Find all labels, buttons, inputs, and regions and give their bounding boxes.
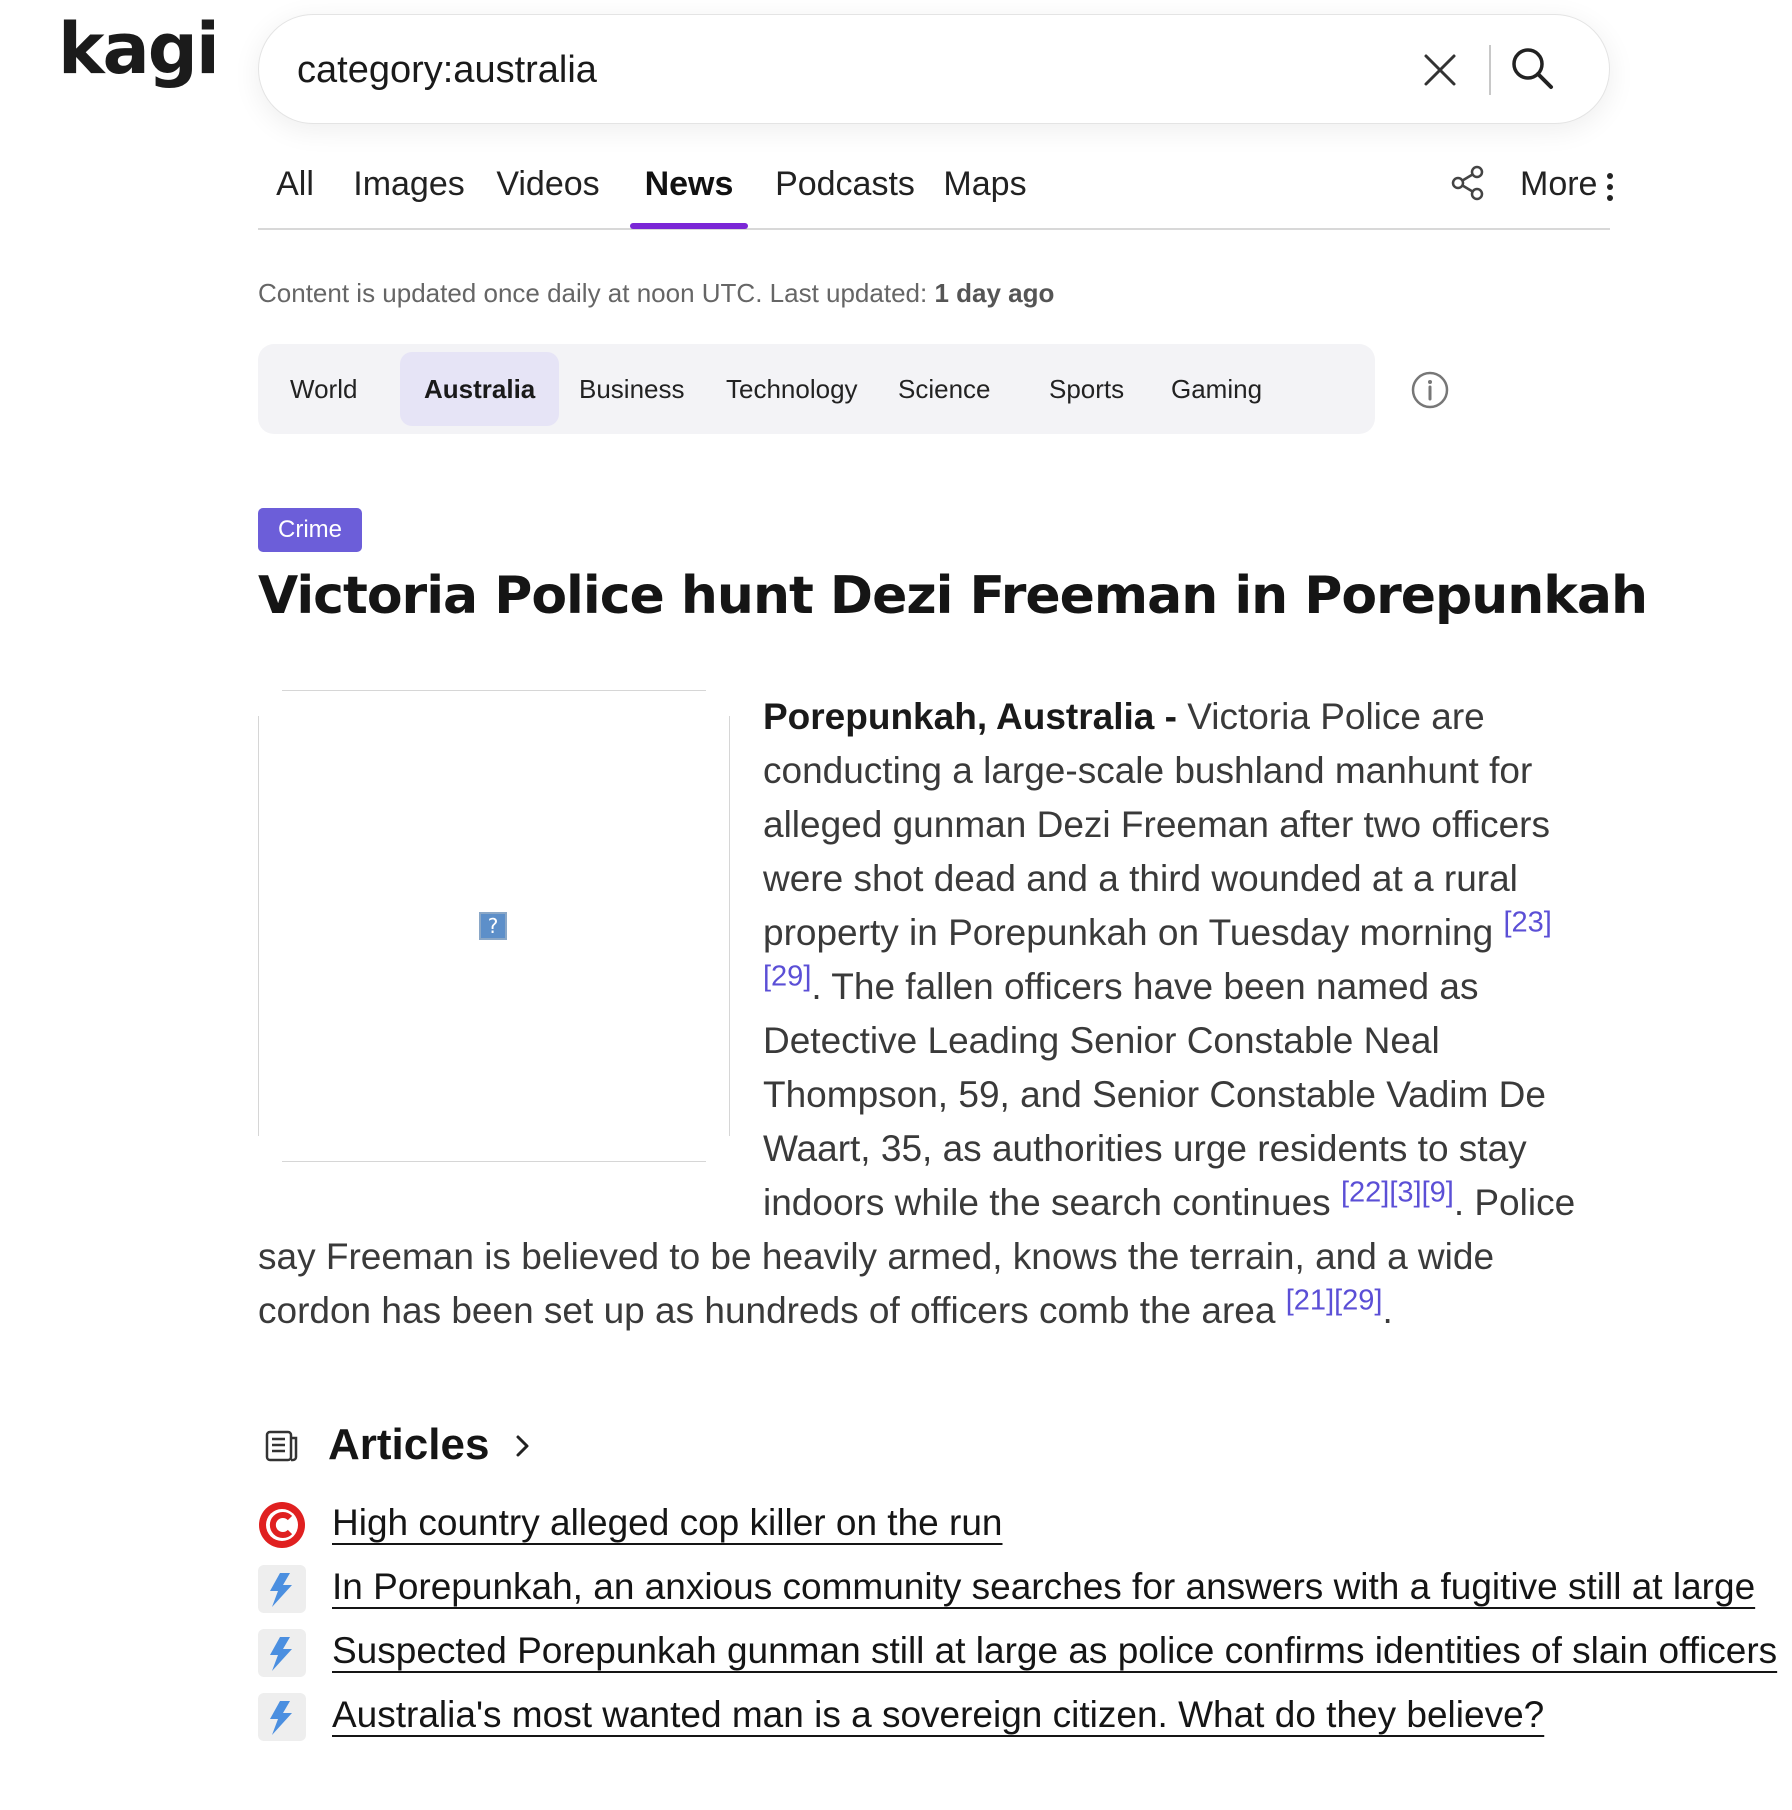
- search-divider: [1489, 45, 1491, 95]
- summary-text-4: .: [1382, 1290, 1393, 1331]
- citation-link[interactable]: [23][29]: [763, 906, 1552, 993]
- tab-videos[interactable]: Videos: [496, 165, 600, 203]
- search-icon[interactable]: [1507, 43, 1557, 93]
- summary-text-1: Victoria Police are conducting a large-scale bushland manhunt for alleged gunman Dezi Freeman after two officers were shot dead and a third wounded at a rural property in Porepunkah on Tuesday morning: [763, 696, 1550, 953]
- article-link[interactable]: Australia's most wanted man is a sovereign citizen. What do they believe?: [332, 1694, 1545, 1735]
- tab-news[interactable]: [630, 165, 748, 226]
- search-bar: [258, 14, 1610, 124]
- search-type-tabs: [258, 155, 1610, 230]
- tab-news-label: News: [644, 165, 734, 203]
- kagi-logo[interactable]: kagi: [58, 8, 218, 90]
- article-list-item: [258, 1625, 1778, 1677]
- article-list-item: [258, 1561, 1756, 1613]
- chevron-right-icon[interactable]: [512, 1432, 534, 1460]
- articles-heading: Articles: [328, 1420, 490, 1469]
- category-gaming[interactable]: Gaming: [1171, 374, 1263, 404]
- sbs-logo-icon: [258, 1629, 306, 1677]
- more-button[interactable]: [1520, 165, 1597, 204]
- citation-link[interactable]: [22][3][9]: [1340, 1176, 1454, 1209]
- tab-podcasts[interactable]: Podcasts: [775, 165, 915, 203]
- category-world[interactable]: World: [290, 374, 358, 404]
- more-vertical-icon[interactable]: [1606, 173, 1614, 203]
- summary-location: Porepunkah, Australia -: [763, 696, 1188, 737]
- close-icon[interactable]: [1419, 49, 1461, 91]
- summary-text-3: . Police say Freeman is believed to be heavily armed, knows the terrain, and a wide cordon has been set up as hundreds of officers comb the area: [258, 1182, 1576, 1331]
- tab-all[interactable]: All: [276, 165, 314, 203]
- red-c-logo-icon: [258, 1501, 306, 1549]
- category-technology[interactable]: Technology: [726, 374, 858, 404]
- sbs-logo-icon: [258, 1693, 306, 1741]
- active-tab-indicator: [630, 223, 748, 229]
- search-input[interactable]: [297, 45, 1317, 95]
- article-list-item: [258, 1689, 1618, 1741]
- article-link[interactable]: High country alleged cop killer on the run: [332, 1502, 1003, 1543]
- broken-image-icon: ?: [479, 912, 507, 940]
- article-link[interactable]: Suspected Porepunkah gunman still at large as police confirms identities of slain officers: [332, 1630, 1778, 1671]
- more-label: More: [1520, 165, 1598, 203]
- update-note: [258, 278, 1054, 309]
- article-link[interactable]: In Porepunkah, an anxious community searches for answers with a fugitive still at large: [332, 1566, 1756, 1607]
- story-title: Victoria Police hunt Dezi Freeman in Porepunkah: [258, 566, 1647, 626]
- info-icon[interactable]: [1410, 370, 1450, 410]
- category-science[interactable]: Science: [898, 374, 991, 404]
- tab-maps[interactable]: Maps: [943, 165, 1027, 203]
- image-float-spacer: [258, 690, 763, 1195]
- share-icon[interactable]: [1448, 163, 1488, 203]
- story-summary: [258, 690, 1593, 1338]
- newspaper-icon: [264, 1428, 300, 1464]
- citation-link[interactable]: [21][29]: [1285, 1284, 1383, 1317]
- article-list-item: [258, 1497, 1618, 1549]
- summary-text-2: . The fallen officers have been named as Detective Leading Senior Constable Neal Thompson, 59, and Senior Constable Vadim De Waart, 35, as authorities urge residents to stay indoors while the search continues: [763, 966, 1546, 1223]
- category-australia[interactable]: Australia: [400, 352, 559, 426]
- last-updated-value: 1 day ago: [934, 278, 1055, 308]
- sbs-logo-icon: [258, 1565, 306, 1613]
- category-sports[interactable]: Sports: [1049, 374, 1125, 404]
- update-note-text: Content is updated once daily at noon UTC. Last updated:: [258, 278, 935, 308]
- category-business[interactable]: Business: [579, 374, 685, 404]
- category-badge[interactable]: Crime: [258, 508, 362, 552]
- tab-images[interactable]: Images: [353, 165, 465, 203]
- news-category-bar: [258, 344, 1375, 434]
